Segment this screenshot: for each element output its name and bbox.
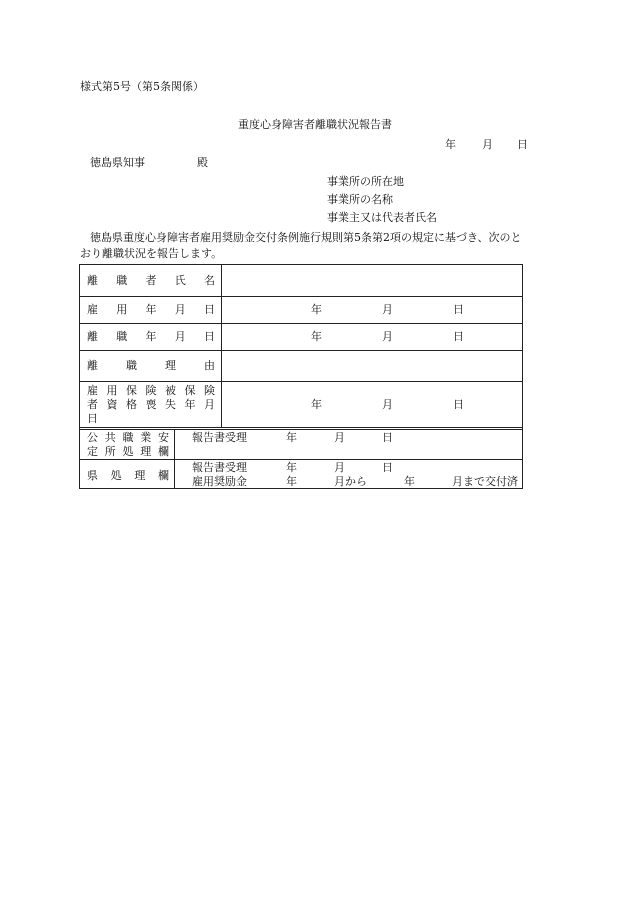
pref-report-received-label: 報告書受理 (192, 461, 247, 474)
pref-report-month: 月 (334, 461, 345, 474)
office-report-year: 年 (286, 431, 297, 444)
resignation-date-year: 年 (311, 330, 322, 343)
header-year-label: 年 (445, 138, 456, 151)
employment-date-year: 年 (311, 303, 322, 316)
resignation-date-month: 月 (382, 330, 393, 343)
employment-date-month: 月 (382, 303, 393, 316)
label-insurance-loss-date-line2: 者 資 格 喪 失 年 月 (87, 398, 215, 411)
label-employment-date: 雇 用 年 月 日 (87, 303, 215, 316)
report-table (79, 264, 523, 489)
label-employment-office-line2: 定 所 処 理 欄 (87, 445, 169, 458)
label-resignation-date: 離 職 年 月 日 (87, 330, 215, 343)
office-report-day: 日 (382, 431, 393, 444)
header-day-label: 日 (517, 138, 528, 151)
insurance-loss-year: 年 (311, 398, 322, 411)
body-paragraph-line2: おり離職状況を報告します。 (80, 247, 223, 260)
subsidy-from-month: 月から (334, 475, 367, 488)
resignation-date-day: 日 (453, 330, 464, 343)
office-report-month: 月 (334, 431, 345, 444)
label-resigned-person-name: 離 職 者 氏 名 (87, 274, 215, 287)
body-paragraph-line1: 徳島県重度心身障害者雇用奨励金交付条例施行規則第5条第2項の規定に基づき、次のと (90, 231, 522, 244)
honorific: 殿 (197, 156, 208, 169)
table-rule (80, 350, 522, 351)
office-report-received-label: 報告書受理 (192, 431, 247, 444)
label-resignation-reason: 離 職 理 由 (87, 359, 215, 372)
subsidy-from-year: 年 (286, 475, 297, 488)
table-rule (80, 296, 522, 297)
table-rule (80, 427, 522, 428)
label-employment-office-line1: 公 共 職 業 安 (87, 431, 169, 444)
business-owner-label: 事業主又は代表者氏名 (327, 211, 437, 224)
table-rule (80, 459, 522, 460)
subsidy-label: 雇用奨励金 (192, 475, 247, 488)
employment-date-day: 日 (453, 303, 464, 316)
insurance-loss-day: 日 (453, 398, 464, 411)
table-rule (80, 381, 522, 382)
header-month-label: 月 (482, 138, 493, 151)
business-name-label: 事業所の名称 (327, 193, 393, 206)
pref-report-year: 年 (286, 461, 297, 474)
subsidy-paid-until: 月まで交付済 (452, 475, 518, 488)
addressee: 徳島県知事 (90, 156, 145, 169)
table-rule (80, 323, 522, 324)
label-prefecture-processing: 県 処 理 欄 (87, 469, 169, 482)
form-number: 様式第5号（第5条関係） (80, 80, 204, 93)
insurance-loss-month: 月 (382, 398, 393, 411)
table-rule (174, 429, 175, 488)
pref-report-day: 日 (382, 461, 393, 474)
table-rule (80, 429, 522, 430)
document-title: 重度心身障害者離職状況報告書 (238, 118, 392, 131)
label-insurance-loss-date-line3: 日 (87, 412, 98, 425)
subsidy-to-year: 年 (404, 475, 415, 488)
business-location-label: 事業所の所在地 (327, 175, 404, 188)
label-insurance-loss-date-line1: 雇 用 保 険 被 保 険 (87, 384, 215, 397)
table-rule (221, 265, 222, 427)
